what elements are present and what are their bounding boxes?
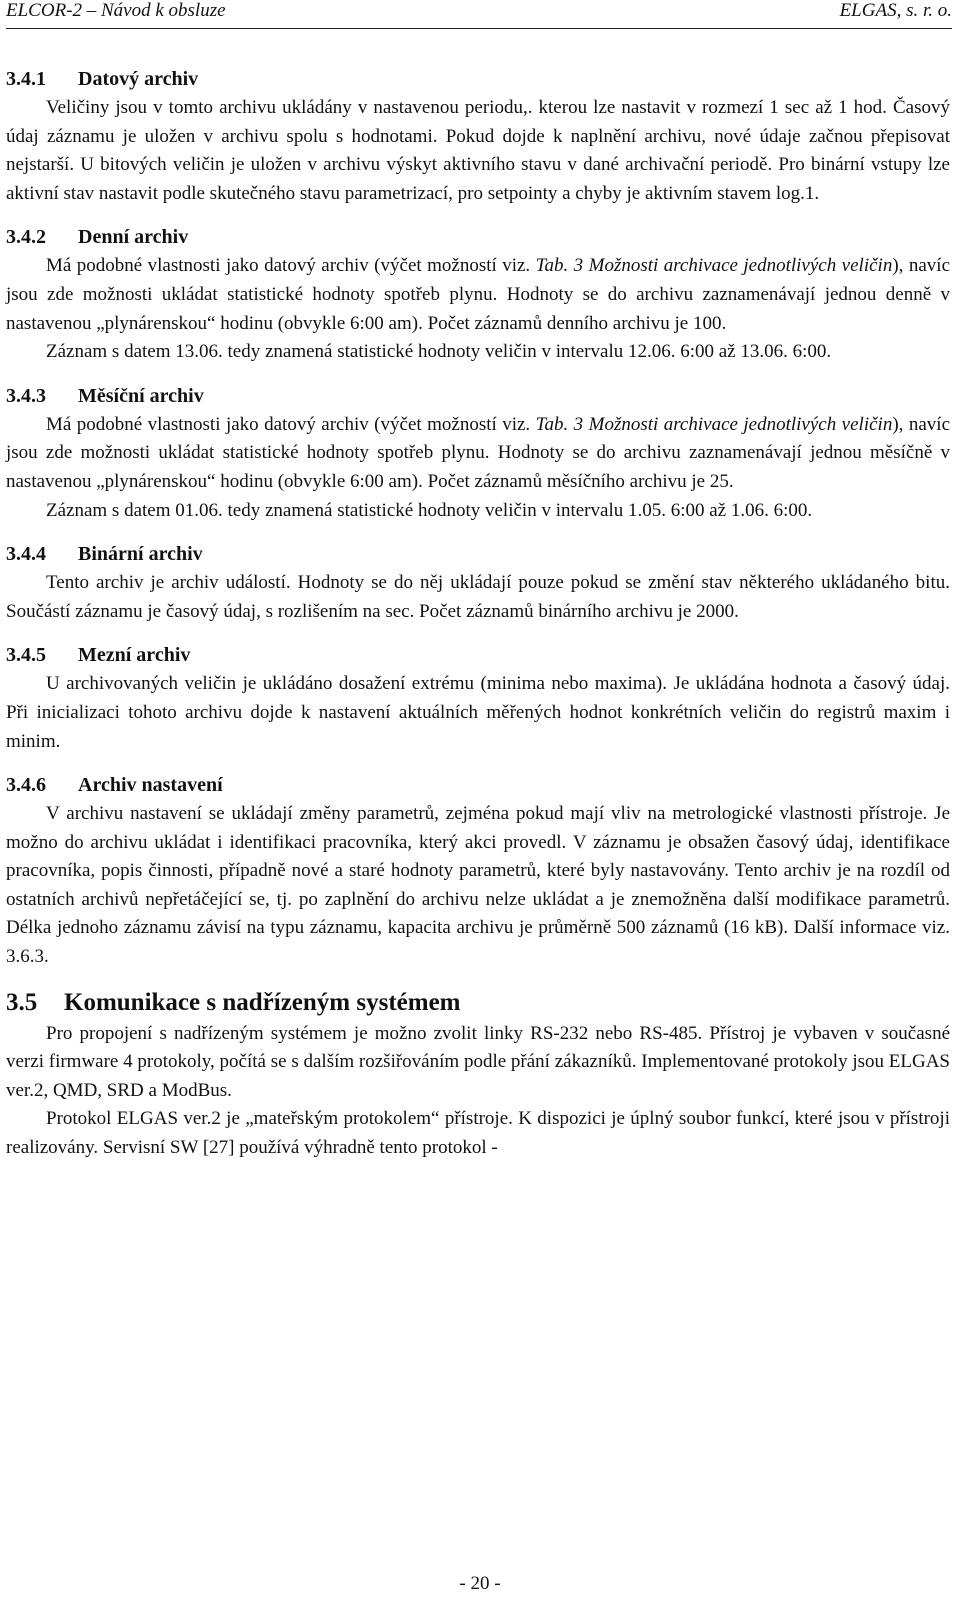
table-reference: Tab. 3 Možnosti archivace jednotlivých veličin: [535, 255, 893, 277]
section-title: Archiv nastavení: [78, 774, 223, 797]
paragraph: Záznam s datem 13.06. tedy znamená statistické hodnoty veličin v intervalu 12.06. 6:00 až 13.06. 6:00.: [46, 341, 832, 363]
section-heading: [6, 381, 950, 411]
chapter-heading: [6, 986, 950, 1020]
text-run: ), navíc jsou zde možnosti ukládat statistické hodnoty spotřeb plynu. Hodnoty se do archivu zaznamenávají jednou denně v nastavenou „plynárenskou“ hodinu (obvykle 6:00 am). Počet záznamů denního archivu je 100.: [6, 255, 950, 334]
text-run: ), navíc jsou zde možnosti ukládat statistické hodnoty spotřeb plynu. Hodnoty se do archivu zaznamenávají jednou měsíčně v nastavenou „plynárenskou“ hodinu (obvykle 6:00 am). Počet záznamů měsíčního archivu je 25.: [6, 413, 950, 492]
section-3-4-4: [6, 539, 950, 626]
section-title: Měsíční archiv: [78, 384, 204, 407]
text-run: Má podobné vlastnosti jako datový archiv (výčet možností viz.: [46, 255, 536, 277]
section-number: 3.4.6: [6, 774, 46, 797]
paragraph: Pro propojení s nadřízeným systémem je možno zvolit linky RS-232 nebo RS-485. Přístroj je vybaven v současné verzi firmware 4 protokoly, počítá se s dalším rozšiřováním podle přání zákazníků. Implementované protokoly jsou ELGAS ver.2, QMD, SRD a ModBus.: [6, 1022, 950, 1101]
section-title: Datový archiv: [78, 68, 199, 90]
section-heading: [6, 539, 950, 569]
text-run: Má podobné vlastnosti jako datový archiv (výčet možností viz.: [46, 413, 536, 435]
section-number: 3.4.2: [6, 226, 46, 249]
paragraph: [6, 411, 950, 497]
paragraph: Veličiny jsou v tomto archivu ukládány v nastavenou periodu,. kterou lze nastavit v rozmezí 1 sec až 1 hod. Časový údaj záznamu je uložen v archivu spolu s hodnotami. Pokud dojde k naplnění archivu, nové údaje začnou přepisovat nejstarší. U bitových veličin je uložen v archivu výskyt aktivního stavu v dané archivační periodě. Pro binární vstupy lze aktivní stav nastavit podle skutečného stavu parametrizací, pro setpointy a chyby je aktivním stavem log.1.: [6, 97, 950, 204]
section-3-5: [6, 986, 950, 1163]
header-right: ELGAS, s. r. o.: [839, 0, 952, 21]
section-3-4-1: [6, 64, 950, 208]
section-3-4-6: [6, 770, 950, 972]
section-number: 3.4.4: [6, 543, 46, 566]
section-heading: [6, 222, 950, 252]
section-number: 3.4.1: [6, 68, 46, 90]
section-title: Komunikace s nadřízeným systémem: [64, 988, 461, 1016]
section-number: 3.5: [6, 988, 38, 1016]
paragraph: V archivu nastavení se ukládají změny parametrů, zejména pokud mají vliv na metrologické vlastnosti přístroje. Je možno do archivu ukládat i identifikaci pracovníka, který akci provedl. V záznamu je obsažen časový údaj, identifikace pracovníka, popis činnosti, případně nové a staré hodnoty parametrů, které byly nastavovány. Tento archiv je na rozdíl od ostatních archivů nepřetáčející se, tj. po zaplnění do archivu nelze ukládat a je znemožněna další modifikace parametrů. Délka jednoho záznamu závisí na typu záznamu, kapacita archivu je průměrně 500 záznamů (16 kB). Další informace viz. 3.6.3.: [6, 803, 950, 968]
page-header: [6, 0, 952, 29]
section-title: Denní archiv: [78, 226, 189, 249]
section-3-4-3: [6, 381, 950, 525]
paragraph: Protokol ELGAS ver.2 je „mateřským protokolem“ přístroje. K dispozici je úplný soubor funkcí, které jsou v přístroji realizovány. Servisní SW [27] používá výhradně tento protokol -: [6, 1108, 950, 1159]
section-number: 3.4.3: [6, 384, 46, 407]
header-left: ELCOR-2 – Návod k obsluze: [6, 0, 226, 21]
section-heading: [6, 640, 950, 670]
paragraph: Záznam s datem 01.06. tedy znamená statistické hodnoty veličin v intervalu 1.05. 6:00 až 1.06. 6:00.: [46, 499, 813, 521]
page-content: [6, 64, 950, 1177]
section-heading: [6, 64, 950, 94]
section-title: Mezní archiv: [78, 644, 191, 667]
section-3-4-5: [6, 640, 950, 756]
page-number: - 20 -: [459, 1573, 501, 1594]
table-reference: Tab. 3 Možnosti archivace jednotlivých veličin: [535, 413, 893, 435]
section-title: Binární archiv: [78, 543, 203, 566]
section-heading: [6, 770, 950, 800]
paragraph: Tento archiv je archiv událostí. Hodnoty se do něj ukládají pouze pokud se změní stav některého ukládaného bitu. Součástí záznamu je časový údaj, s rozlišením na sec. Počet záznamů binárního archivu je 2000.: [6, 572, 950, 622]
section-3-4-2: [6, 222, 950, 366]
paragraph: U archivovaných veličin je ukládáno dosažení extrému (minima nebo maxima). Je ukládána hodnota a časový údaj. Při inicializaci tohoto archivu dojde k nastavení aktuálních měřených hodnot konkrétních veličin do registrů maxim i minim.: [6, 673, 950, 752]
section-number: 3.4.5: [6, 644, 46, 667]
paragraph: [6, 252, 950, 338]
